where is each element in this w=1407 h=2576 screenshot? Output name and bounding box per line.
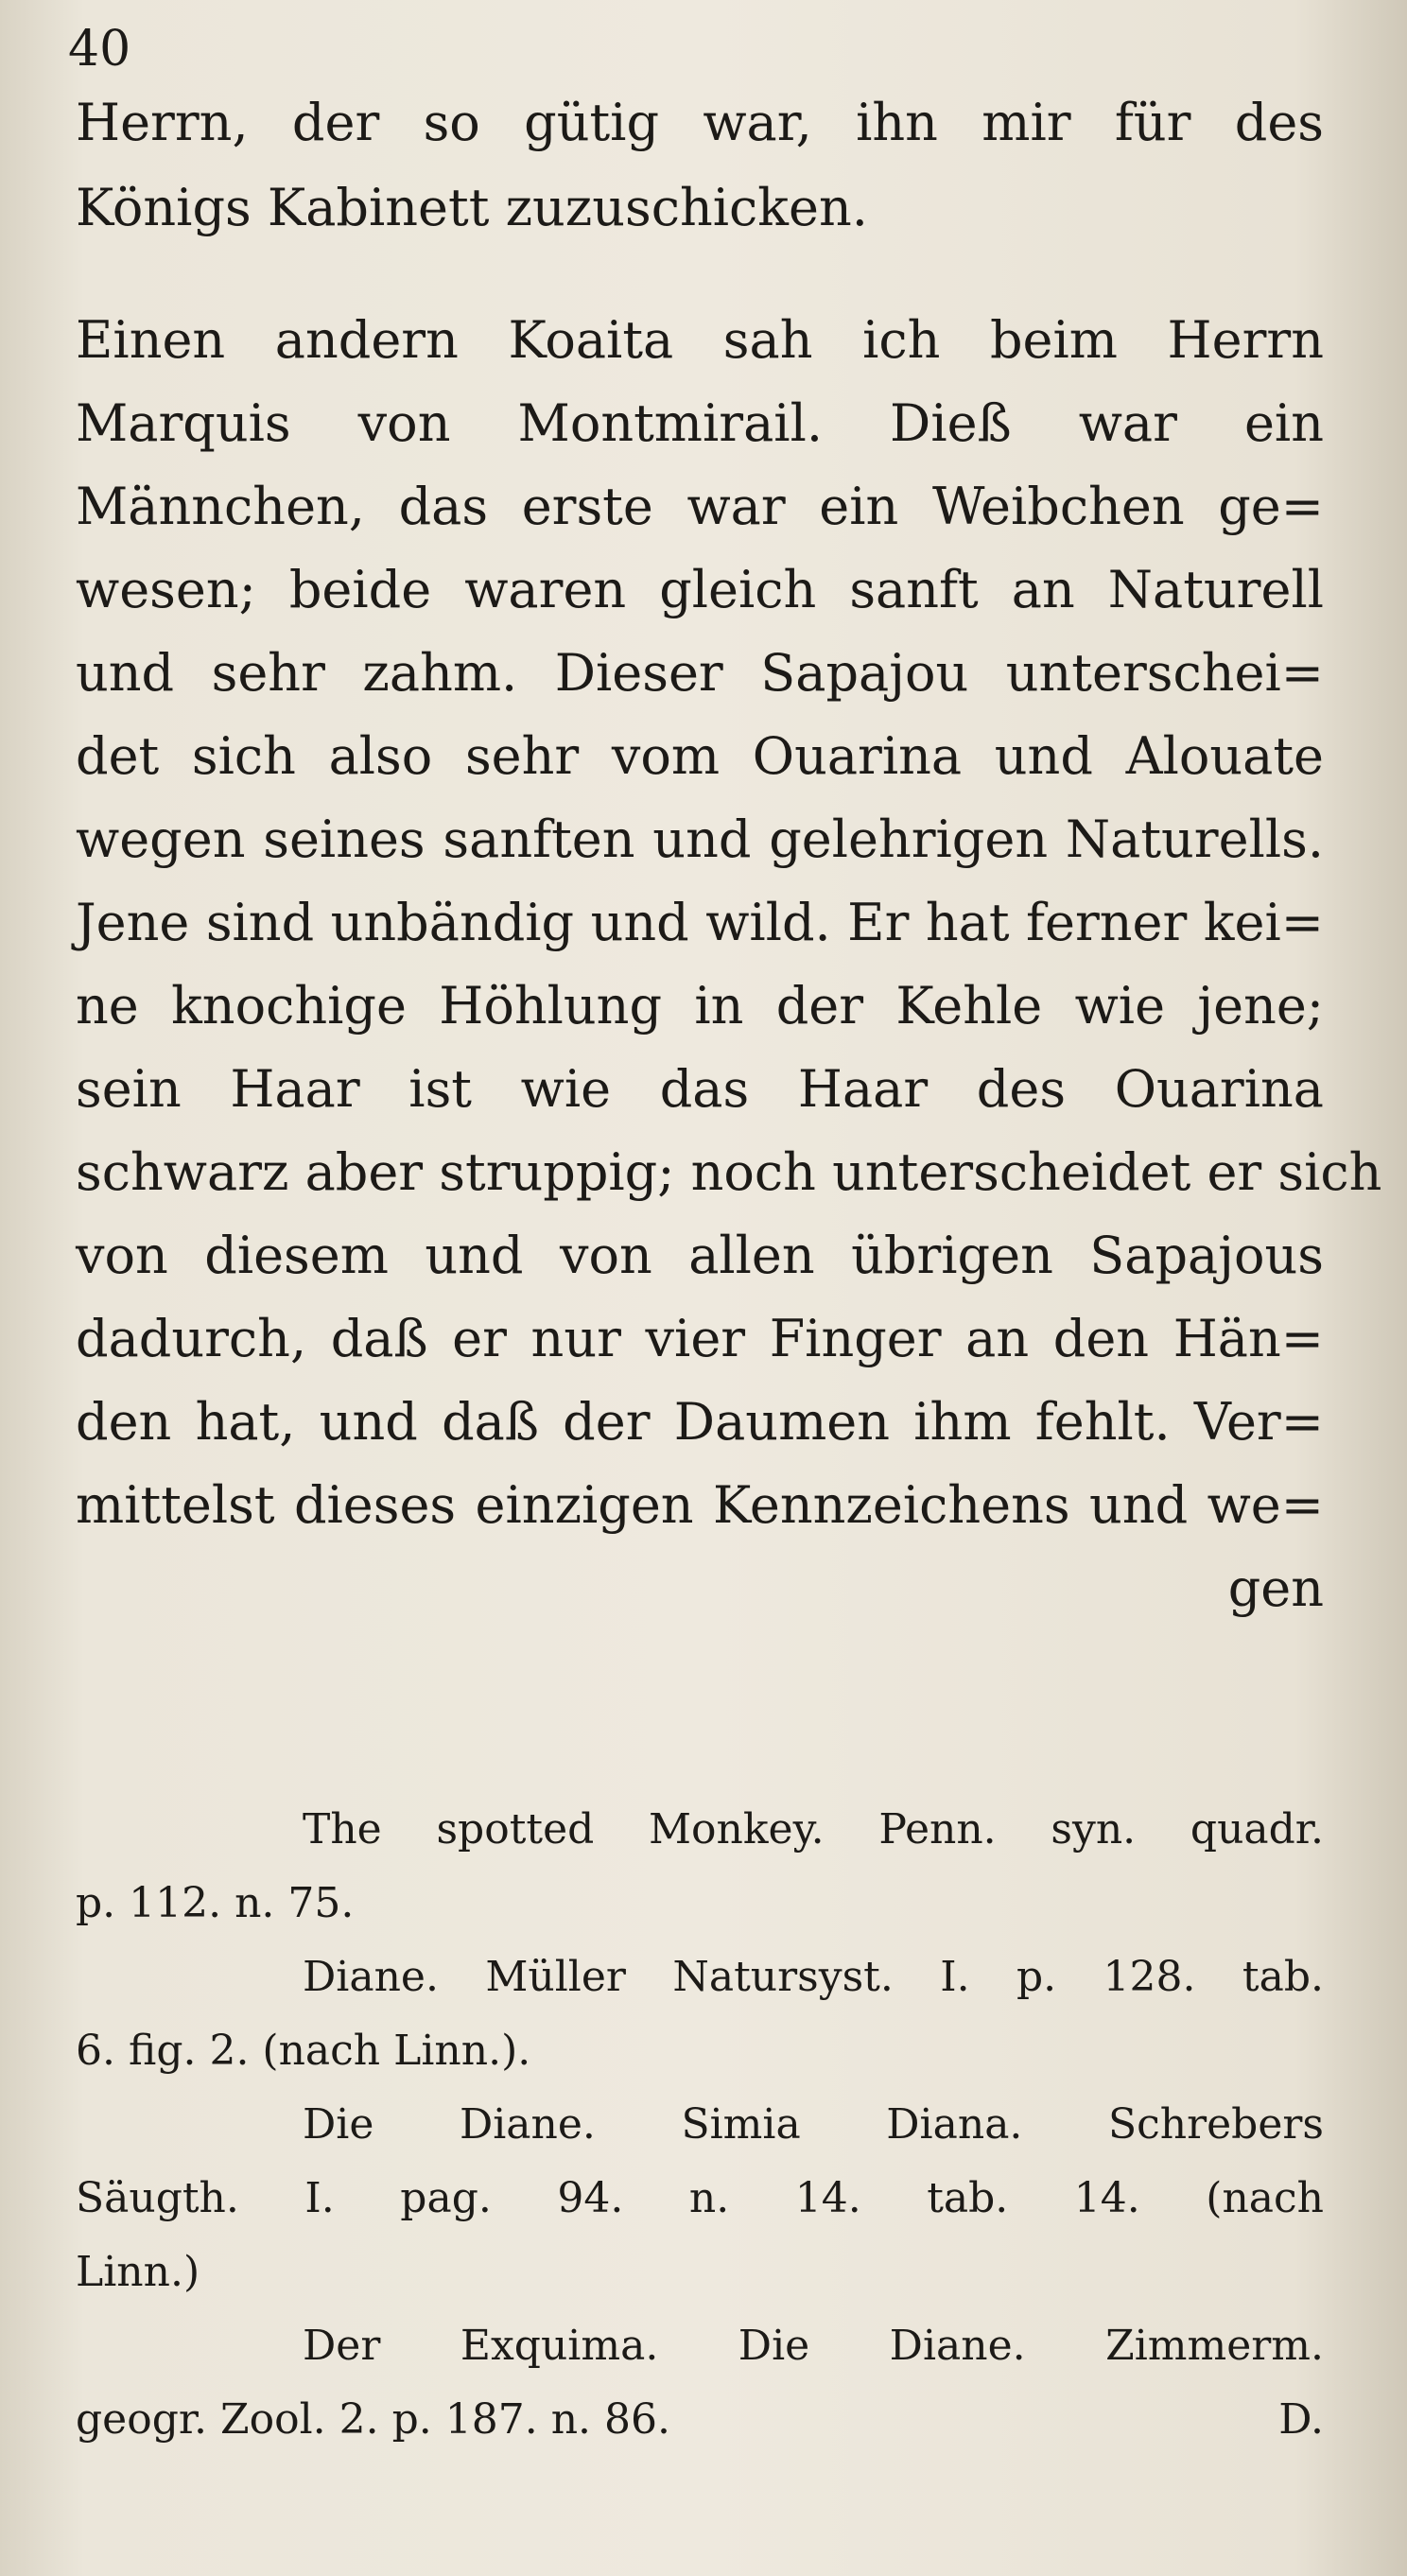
text-line: Königs Kabinett zuzuschicken. [76,178,868,237]
text-line: den hat, und daß der Daumen ihm fehlt. Ver= [76,1392,1324,1452]
text-line: sein Haar ist wie das Haar des Ouarina [76,1059,1324,1119]
text-line: schwarz aber struppig; noch unterscheidet er sich [76,1142,1382,1202]
text-line: Jene sind unbändig und wild. Er hat ferner kei= [76,893,1324,952]
text-line: ne knochige Höhlung in der Kehle wie jene; [76,976,1324,1036]
text-line: Herrn, der so gütig war, ihn mir für des [76,93,1324,152]
footnote-line: 6. fig. 2. (nach Linn.). [76,2027,531,2075]
footnote-line: geogr. Zool. 2. p. 187. n. 86. [76,2395,670,2444]
page-number: 40 [68,21,131,78]
text-line: mittelst dieses einzigen Kennzeichens und we= [76,1475,1324,1535]
catchword: gen [1227,1558,1324,1618]
text-line: Marquis von Montmirail. Dieß war ein [76,393,1324,453]
text-line: wegen seines sanften und gelehrigen Naturells. [76,809,1324,869]
footnote-line: Diane. Müller Natursyst. I. p. 128. tab. [303,1953,1324,2001]
footnote-line: Linn.) [76,2248,200,2296]
text-line: und sehr zahm. Dieser Sapajou unterschei= [76,643,1324,703]
text-line: det sich also sehr vom Ouarina und Alouate [76,726,1324,786]
text-line: dadurch, daß er nur vier Finger an den Hän= [76,1309,1324,1368]
footnote-line: Die Diane. Simia Diana. Schrebers [303,2100,1324,2149]
footnote-signature: D. [1278,2395,1324,2444]
footnote-line: The spotted Monkey. Penn. syn. quadr. [303,1805,1324,1854]
text-line: von diesem und von allen übrigen Sapajous [76,1226,1324,1285]
footnote-line: Säugth. I. pag. 94. n. 14. tab. 14. (nach [76,2174,1324,2222]
text-line: Männchen, das erste war ein Weibchen ge= [76,477,1324,536]
footnote-line: Der Exquima. Die Diane. Zimmerm. [303,2322,1324,2370]
text-line: wesen; beide waren gleich sanft an Naturell [76,560,1324,619]
text-line: Einen andern Koaita sah ich beim Herrn [76,310,1324,370]
footnote-line: p. 112. n. 75. [76,1879,355,1927]
